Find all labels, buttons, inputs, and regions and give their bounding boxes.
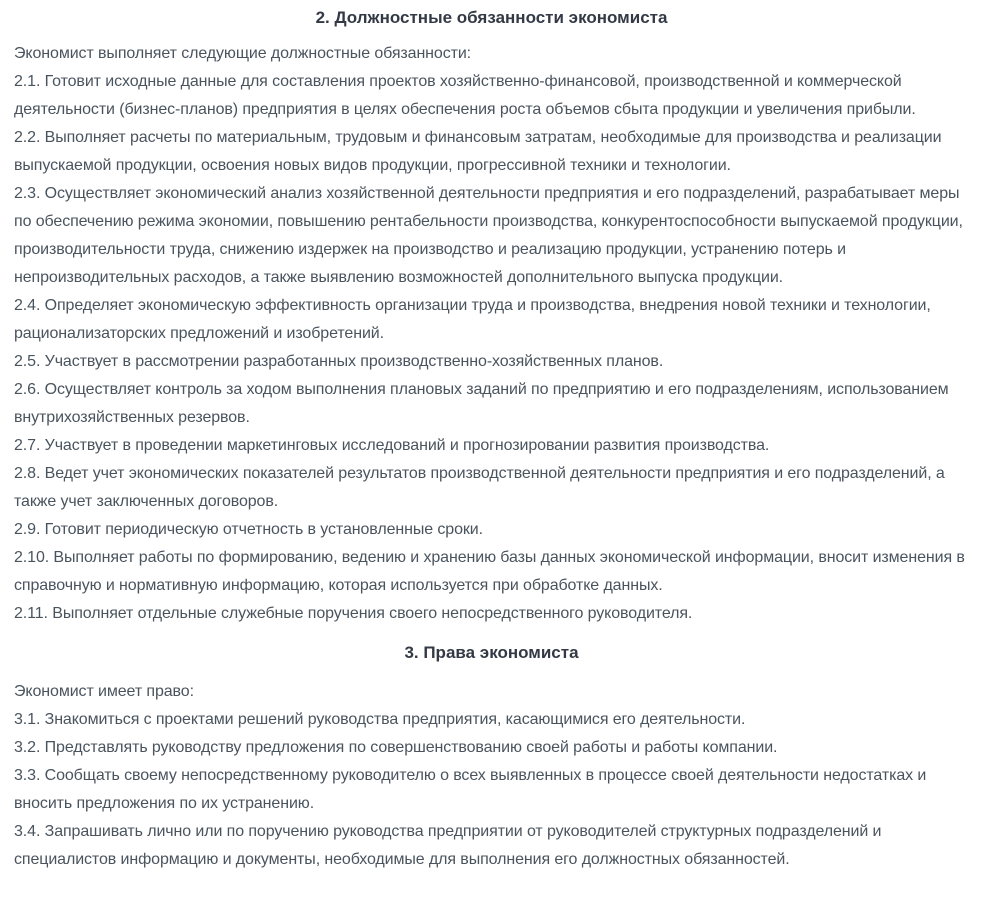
rights-intro: Экономист имеет право: [14,683,194,700]
duty-item: 2.9. Готовит периодическую отчетность в установленные сроки. [14,521,483,538]
duty-item: 2.7. Участвует в проведении маркетинговых исследований и прогнозировании развития производства. [14,437,770,454]
duty-item: 2.8. Ведет учет экономических показателей результатов производственной деятельности предприятия и его подразделений, а также учет заключенных договоров. [14,465,945,510]
duty-item: 2.4. Определяет экономическую эффективность организации труда и производства, внедрения новой техники и технологии, рационализаторских предложений и изобретений. [14,297,931,342]
duty-item: 2.3. Осуществляет экономический анализ хозяйственной деятельности предприятия и его подразделений, разрабатывает меры по обеспечению режима экономии, повышению рентабельности производства, конкурентоспособности выпускаемой продукции, производительности труда, снижению издержек на производство и реализацию продукции, устранению потерь и непроизводительных расходов, а также выявлению возможностей дополнительного выпуска продукции. [14,185,963,286]
duty-item: 2.2. Выполняет расчеты по материальным, трудовым и финансовым затратам, необходимые для производства и реализации выпускаемой продукции, освоения новых видов продукции, прогрессивной техники и технологии. [14,129,942,174]
right-item: 3.4. Запрашивать лично или по поручению руководства предприятии от руководителей структурных подразделений и специалистов информацию и документы, необходимые для выполнения его должностных обязанностей. [14,823,882,868]
duties-intro: Экономист выполняет следующие должностные обязанности: [14,45,472,62]
right-item: 3.1. Знакомиться с проектами решений руководства предприятия, касающимися его деятельности. [14,711,746,728]
duty-item: 2.11. Выполняет отдельные служебные поручения своего непосредственного руководителя. [14,605,693,622]
duty-item: 2.6. Осуществляет контроль за ходом выполнения плановых заданий по предприятию и его подразделениям, использованием внутрихозяйственных резервов. [14,381,949,426]
duty-item: 2.1. Готовит исходные данные для составления проектов хозяйственно-финансовой, производственной и коммерческой деятельности (бизнес-планов) предприятия в целях обеспечения роста объемов сбыта продукции и увеличения прибыли. [14,73,916,118]
duty-item: 2.5. Участвует в рассмотрении разработанных производственно-хозяйственных планов. [14,353,664,370]
section-heading-rights: 3. Права экономиста [404,643,579,662]
right-item: 3.2. Представлять руководству предложения по совершенствованию своей работы и работы компании. [14,739,778,756]
duty-item: 2.10. Выполняет работы по формированию, ведению и хранению базы данных экономической информации, вносит изменения в справочную и нормативную информацию, которая используется при обработке данных. [14,549,965,594]
right-item: 3.3. Сообщать своему непосредственному руководителю о всех выявленных в процессе своей деятельности недостатках и вносить предложения по их устранению. [14,767,927,812]
section-heading-duties: 2. Должностные обязанности экономиста [315,8,668,27]
